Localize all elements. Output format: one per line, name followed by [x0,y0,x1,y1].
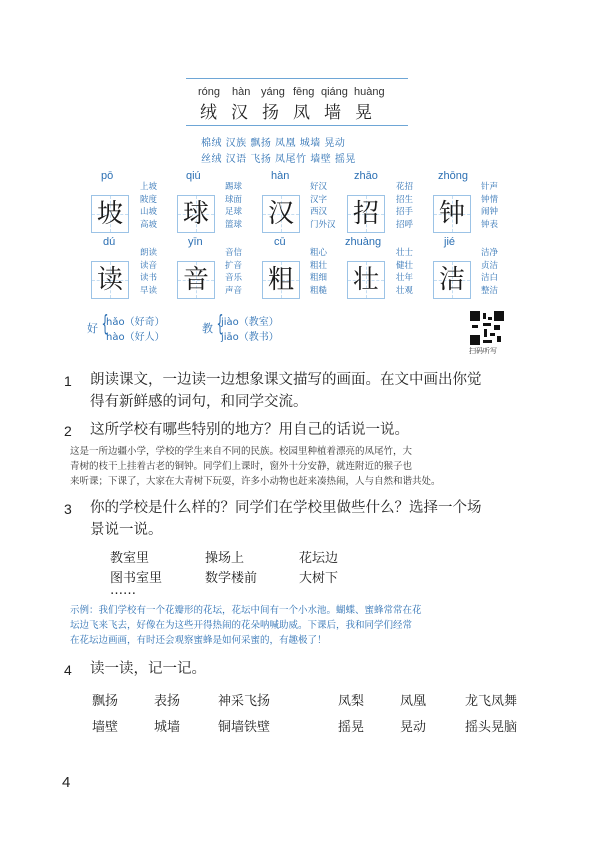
char-box [262,261,300,299]
question-number: 4 [64,662,72,678]
char: 球 [182,199,209,229]
char-pinyin: yīn [188,236,203,248]
question-1-text: 朗读课文，一边读一边想象课文描写的画面。在文中画出你觉 得有新鲜感的词句，和同学交流。 [90,372,482,410]
char-pinyin: pō [101,170,114,182]
char-box [262,195,300,233]
question-2-answer: 这是一所边疆小学，学校的学生来自不同的民族。校园里种植着漂亮的凤尾竹，大 青树的枝干上挂着古老的铜钟。同学们上课时，窗外十分安静，就连附近的猴子也 来听课；下课了，大家在大青树下玩耍，许多小动物也赶来凑热闹，人与自然和谐共处。 [70,446,441,487]
title-char: 汉 [231,103,255,123]
question-4-text: 读一读，记一记。 [90,661,206,677]
question-number: 1 [64,373,72,389]
title-pinyin: qiáng [321,86,348,98]
word-item: 凤凰 [400,694,427,709]
char: 读 [96,265,123,295]
polyphone-reading: hǎo（好奇） [106,317,165,328]
char-words: 好汉 汉字 西汉 门外汉 [310,182,336,230]
char-words: 音信 扩音 音乐 声音 [225,248,243,296]
word-item: 凤梨 [338,694,365,709]
char-words: 洁净 贞洁 洁白 整洁 [481,248,499,296]
char-box [177,195,215,233]
char: 洁 [438,265,465,295]
char-pinyin: hàn [271,170,290,182]
page-number: 4 [62,774,71,791]
question-number: 3 [64,501,72,517]
word-item: 摇晃 [338,720,365,735]
word-item: 晃动 [400,720,427,735]
title-char: 晃 [355,103,379,123]
scene-more: …… [110,583,136,598]
char-box [433,195,471,233]
char-box [91,195,129,233]
word-item: 表扬 [154,694,181,709]
question-3-text: 你的学校是什么样的？同学们在学校里做些什么？选择一个场 景说一说。 [90,500,482,538]
char-pinyin: jié [444,236,456,248]
char-box [177,261,215,299]
title-top-rule [186,78,408,79]
char-box [347,261,385,299]
word-item: 飘扬 [92,694,119,709]
scene-option: 图书室里 [110,571,163,586]
question-2-text: 这所学校有哪些特别的地方？用自己的话说一说。 [90,422,409,438]
char-box [91,261,129,299]
polyphone-reading: jiào（教室） [221,317,279,328]
char-box [347,195,385,233]
title-char: 扬 [262,103,286,123]
title-pinyin: hàn [232,86,251,98]
char: 壮 [352,265,379,295]
word-item: 城墙 [154,720,181,735]
word-item: 摇头晃脑 [465,720,518,735]
char: 坡 [96,199,123,229]
scene-option: 教室里 [110,551,150,566]
char: 音 [182,265,209,295]
example-answer: 示例：我们学校有一个花瓣形的花坛，花坛中间有一个小水池。蝴蝶、蜜蜂常常在花 坛边飞来飞去，好像在为这些开得热闹的花朵呐喊助威。下课后，我和同学们经常 在花坛边画画，有时还会观察蜜蜂是如何采蜜的，有趣极了！ [70,605,422,646]
title-char: 绒 [200,103,224,123]
title-bottom-rule [186,125,408,126]
char-words: 壮士 健壮 壮年 壮观 [396,248,414,296]
char: 招 [352,199,379,229]
question-number: 2 [64,423,72,439]
brace: { [216,312,224,337]
char-words: 针声 钟情 闹钟 钟表 [481,182,499,230]
char-words: 花招 招生 招手 招呼 [396,182,414,230]
char-words: 粗心 粗壮 粗细 粗糙 [310,248,328,296]
qr-caption: 扫码听写 [469,347,497,355]
char-box [433,261,471,299]
word-item: 铜墙铁壁 [218,720,271,735]
char-pinyin: zhōng [438,170,468,182]
char-words: 上坡 陂度 山坡 高坡 [140,182,158,230]
char-pinyin: dú [103,236,116,248]
scene-option: 数学楼前 [205,571,258,586]
char: 钟 [438,199,465,229]
char-pinyin: zhāo [354,170,378,182]
title-pinyin: huàng [354,86,385,98]
char-words: 朗读 读音 读书 早读 [140,248,158,296]
scene-option: 花坛边 [299,551,339,566]
polyphone-reading: hào（好人） [106,332,165,343]
polyphone-char: 好 [87,322,98,335]
title-words-row2: 丝绒 汉语 飞扬 凤尾竹 墙壁 摇晃 [201,154,356,165]
word-item: 神采飞扬 [218,694,271,709]
char-pinyin: qiú [186,170,201,182]
polyphone-reading: jiāo（教书） [221,332,279,343]
char-pinyin: cū [274,236,286,248]
qr-code-icon[interactable] [470,311,504,345]
char: 粗 [267,265,294,295]
title-words-row1: 棉绒 汉族 飘扬 凤凰 城墙 晃动 [201,138,346,149]
title-pinyin: yáng [261,86,285,98]
scene-option: 大树下 [299,571,339,586]
title-char: 墙 [324,103,348,123]
char: 汉 [267,199,294,229]
char-words: 踢球 球面 足球 篮球 [225,182,243,230]
title-pinyin: róng [198,86,221,98]
title-pinyin: fēng [293,86,315,98]
polyphone-char: 教 [202,322,213,335]
char-pinyin: zhuàng [345,236,382,248]
title-char: 凤 [293,103,317,123]
word-item: 龙飞凤舞 [465,694,518,709]
word-item: 墙壁 [92,720,119,735]
scene-option: 操场上 [205,551,245,566]
brace: { [101,312,109,337]
